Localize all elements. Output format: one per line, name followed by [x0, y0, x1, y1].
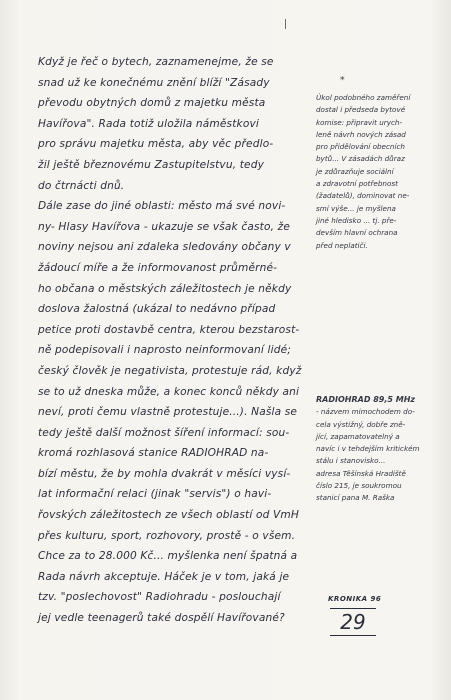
- text-line: Chce za to 28.000 Kč... myšlenka není špatná a: [38, 550, 298, 563]
- note-line: - názvem mimochodem do-: [316, 407, 415, 417]
- text-line: řovských záležitostech ze všech oblastí od VmH: [38, 509, 299, 522]
- text-line: jej vedle teenagerů také dospělí Havířované?: [38, 612, 285, 625]
- text-line: kromá rozhlasová stanice RADIOHRAD na-: [38, 447, 269, 460]
- note-line: komise: připravit urych-: [316, 117, 403, 127]
- text-line: doslova žalostná (ukázal to nedávno případ: [38, 303, 276, 316]
- note-line: adresa Těšínská Hradiště: [316, 468, 406, 478]
- note-line: pro přidělování obecních: [316, 142, 405, 152]
- text-line: pro správu majetku města, aby věc předlo-: [38, 138, 274, 151]
- note-line: stanicí pana M. Raška: [316, 493, 395, 503]
- text-line: bízí městu, že by mohla dvakrát v měsíci vysí-: [38, 467, 291, 480]
- margin-note-housing-commission: [316, 92, 446, 252]
- text-line: žádoucí míře a že informovanost průměrné-: [38, 261, 278, 274]
- text-line: ho občana o městských záležitostech je někdy: [38, 282, 292, 295]
- note-line: před neplatiči.: [316, 240, 368, 250]
- text-line: se to už dneska může, a konec konců někdy ani: [38, 385, 300, 398]
- note-line: (žadatelů), dominovat ne-: [316, 191, 410, 201]
- note-line: číslo 215, je soukromou: [316, 481, 402, 491]
- text-line: Rada návrh akceptuje. Háček je v tom, jaká je: [38, 570, 290, 583]
- page-number: 29: [330, 608, 376, 636]
- text-line: Dále zase do jiné oblasti: město má své novi-: [38, 200, 286, 213]
- note-line: je zdůrazňuje sociální: [316, 166, 394, 176]
- text-line: ně podepisovali i naprosto neinformovaní lidé;: [38, 344, 291, 357]
- text-line: lat informační relaci (jinak "servis") o havi-: [38, 488, 272, 501]
- text-line: ny- Hlasy Havířova - ukazuje se však často, že: [38, 220, 290, 233]
- text-line: Když je řeč o bytech, zaznamenejme, že se: [38, 56, 274, 68]
- note-line: stálu i stanovisko...: [316, 456, 386, 466]
- note-line: a zdravotní potřebnost: [316, 179, 398, 189]
- text-line: snad už ke konečnému znění blíží "Zásady: [38, 76, 270, 89]
- text-line: žil ještě březnovému Zastupitelstvu, tedy: [38, 158, 265, 171]
- note-line: bytů... V zásadách důraz: [316, 154, 405, 164]
- note-line: Úkol podobného zaměření: [316, 93, 411, 102]
- note-line: navíc i v tehdejším kritickém: [316, 444, 420, 454]
- main-handwritten-text: [38, 52, 320, 629]
- note-line: dostal i předseda bytové: [316, 105, 406, 115]
- text-line: neví, proti čemu vlastně protestuje...). Našla se: [38, 406, 298, 419]
- text-line: přes kulturu, sport, rozhovory, prostě - o všem.: [38, 529, 296, 542]
- note-line: jiné hledisko ... tj. pře-: [316, 215, 397, 225]
- chronicle-label: KRONIKA 96: [328, 595, 382, 603]
- text-line: český člověk je negativista, protestuje rád, když: [38, 364, 302, 377]
- text-line: převodu obytných domů z majetku města: [38, 97, 266, 110]
- text-line: noviny nejsou ani zdaleka sledovány občany v: [38, 241, 291, 254]
- note-line: leně návrh nových zásad: [316, 129, 406, 139]
- asterisk-mark: *: [340, 76, 345, 86]
- pen-tick-mark: [285, 19, 286, 29]
- text-line: petice proti dostavbě centra, kterou bezstarost-: [38, 323, 300, 336]
- text-line: tzv. "poslechovost" Radiohradu - poslouchají: [38, 591, 281, 604]
- note-line: jící, zapamatovatelný a: [316, 431, 400, 441]
- text-line: do čtrnácti dnů.: [38, 179, 125, 192]
- note-line: devším hlavní ochrana: [316, 228, 398, 238]
- note-line: smí výše... je myšlena: [316, 203, 396, 213]
- margin-note-radiohrad: [316, 394, 446, 505]
- note-line: cela výstižný, dobře zně-: [316, 419, 406, 429]
- note-line: RADIOHRAD 89,5 MHz: [316, 395, 416, 404]
- text-line: tedy ještě další možnost šíření informací: sou-: [38, 426, 290, 439]
- text-line: Havířova". Rada totiž uložila náměstkovi: [38, 117, 259, 130]
